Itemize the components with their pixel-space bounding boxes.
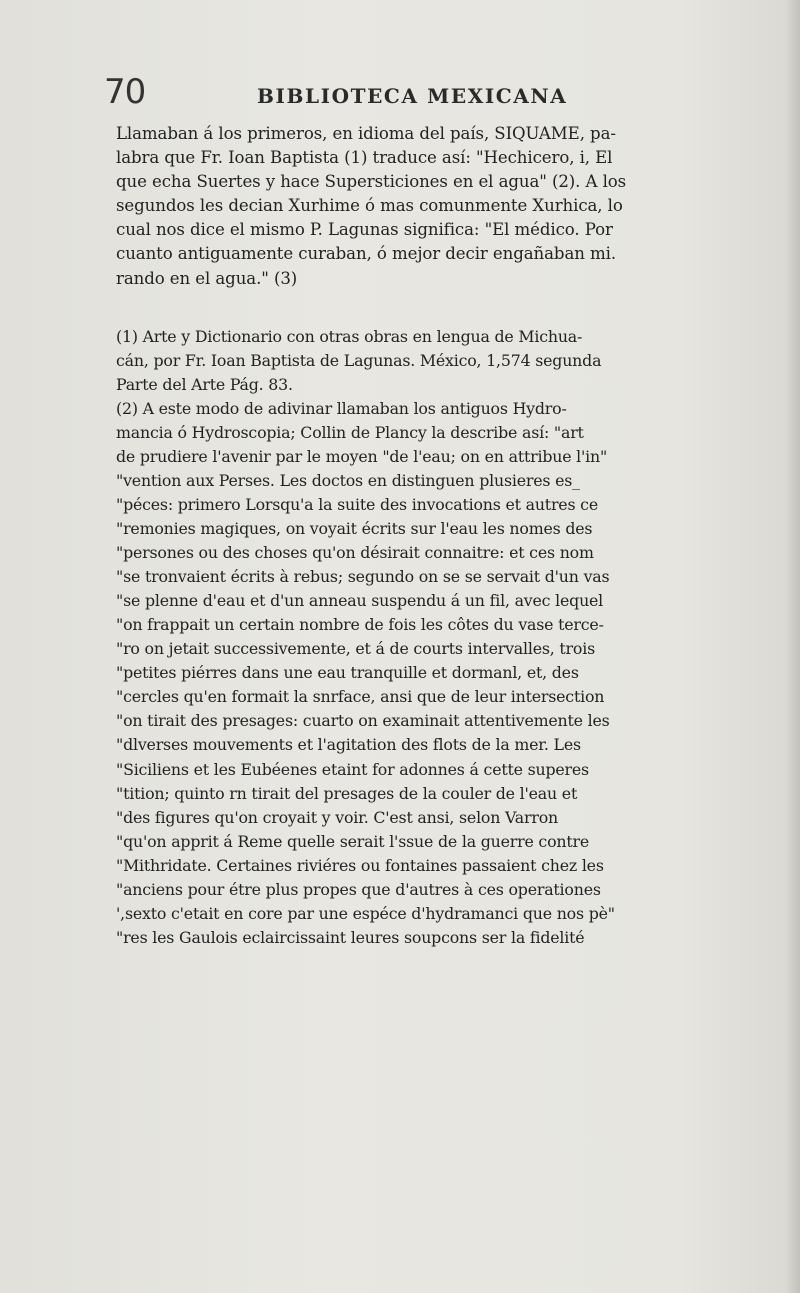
text-line: labra que Fr. Ioan Baptista (1) traduce así: "Hechicero, i, El: [116, 148, 613, 168]
page-header: [104, 72, 724, 112]
footnote-line: mancia ó Hydroscopia; Collin de Plancy la describe así: "art: [116, 422, 584, 442]
footnote-line: "dlverses mouvements et l'agitation des flots de la mer. Les: [116, 735, 581, 755]
main-paragraph: [116, 122, 726, 291]
footnote-line: cán, por Fr. Ioan Baptista de Lagunas. México, 1,574 segunda: [116, 350, 602, 370]
footnotes: [116, 325, 726, 950]
footnote-line: "anciens pour étre plus propes que d'autres à ces operationes: [116, 879, 601, 899]
footnote-line: "on frappait un certain nombre de fois les côtes du vase terce-: [116, 615, 604, 635]
footnote-line: "péces: primero Lorsqu'a la suite des invocations et autres ce: [116, 494, 598, 514]
footnote-line: "qu'on apprit á Reme quelle serait l'ssue de la guerre contre: [116, 831, 590, 851]
text-line: Llamaban á los primeros, en idioma del país, SIQUAME, pa-: [116, 124, 616, 143]
text-line: cuanto antiguamente curaban, ó mejor decir engañaban mi.: [116, 244, 617, 264]
paragraph-gap: [116, 291, 726, 325]
footnote-line: "remonies magiques, on voyait écrits sur l'eau les nomes des: [116, 519, 593, 539]
text-line: cual nos dice el mismo P. Lagunas significa: "El médico. Por: [116, 220, 613, 240]
footnote-line: (1) Arte y Dictionario con otras obras en lengua de Michua-: [116, 326, 583, 346]
footnote-line: "se tronvaient écrits à rebus; segundo on se se servait d'un vas: [116, 567, 610, 587]
footnote-line: Parte del Arte Pág. 83.: [116, 374, 293, 394]
footnote-line: "se plenne d'eau et d'un anneau suspendu á un fil, avec lequel: [116, 591, 604, 611]
text-line: segundos les decian Xurhime ó mas comunmente Xurhica, lo: [116, 196, 623, 216]
footnote-line: "cercles qu'en formait la snrface, ansi que de leur intersection: [116, 687, 605, 707]
footnote-line: (2) A este modo de adivinar llamaban los antiguos Hydro-: [116, 398, 567, 418]
page-number: 70: [104, 72, 146, 112]
footnote-line: "des figures qu'on croyait y voir. C'est ansi, selon Varron: [116, 807, 558, 827]
footnote-line: ',sexto c'etait en core par une espéce d'hydramanci que nos pè": [116, 903, 615, 923]
footnote-line: "res les Gaulois eclaircissaint leures soupcons ser la fidelité: [116, 927, 585, 947]
page-edge-shadow: [786, 0, 800, 1293]
footnote-line: "ro on jetait successivemente, et á de courts intervalles, trois: [116, 639, 595, 659]
text-line: que echa Suertes y hace Supersticiones en el agua" (2). A los: [116, 172, 627, 192]
footnote-line: "petites piérres dans une eau tranquille et dormanl, et, des: [116, 663, 579, 683]
footnote-line: "Mithridate. Certaines riviéres ou fontaines passaient chez les: [116, 855, 604, 875]
body-text: [116, 122, 726, 950]
text-line: rando en el agua." (3): [116, 268, 298, 288]
running-head: BIBLIOTECA MEXICANA: [257, 84, 568, 108]
footnote-line: de prudiere l'avenir par le moyen "de l'eau; on en attribue l'in": [116, 446, 608, 466]
footnote-line: "Siciliens et les Eubéenes etaint for adonnes á cette superes: [116, 759, 589, 779]
footnote-line: "vention aux Perses. Les doctos en distinguen plusieres es_: [116, 470, 580, 490]
footnote-line: "tition; quinto rn tirait del presages de la couler de l'eau et: [116, 783, 578, 803]
footnote-line: "persones ou des choses qu'on désirait connaitre: et ces nom: [116, 543, 594, 563]
footnote-line: "on tirait des presages: cuarto on examinait attentivemente les: [116, 711, 610, 731]
